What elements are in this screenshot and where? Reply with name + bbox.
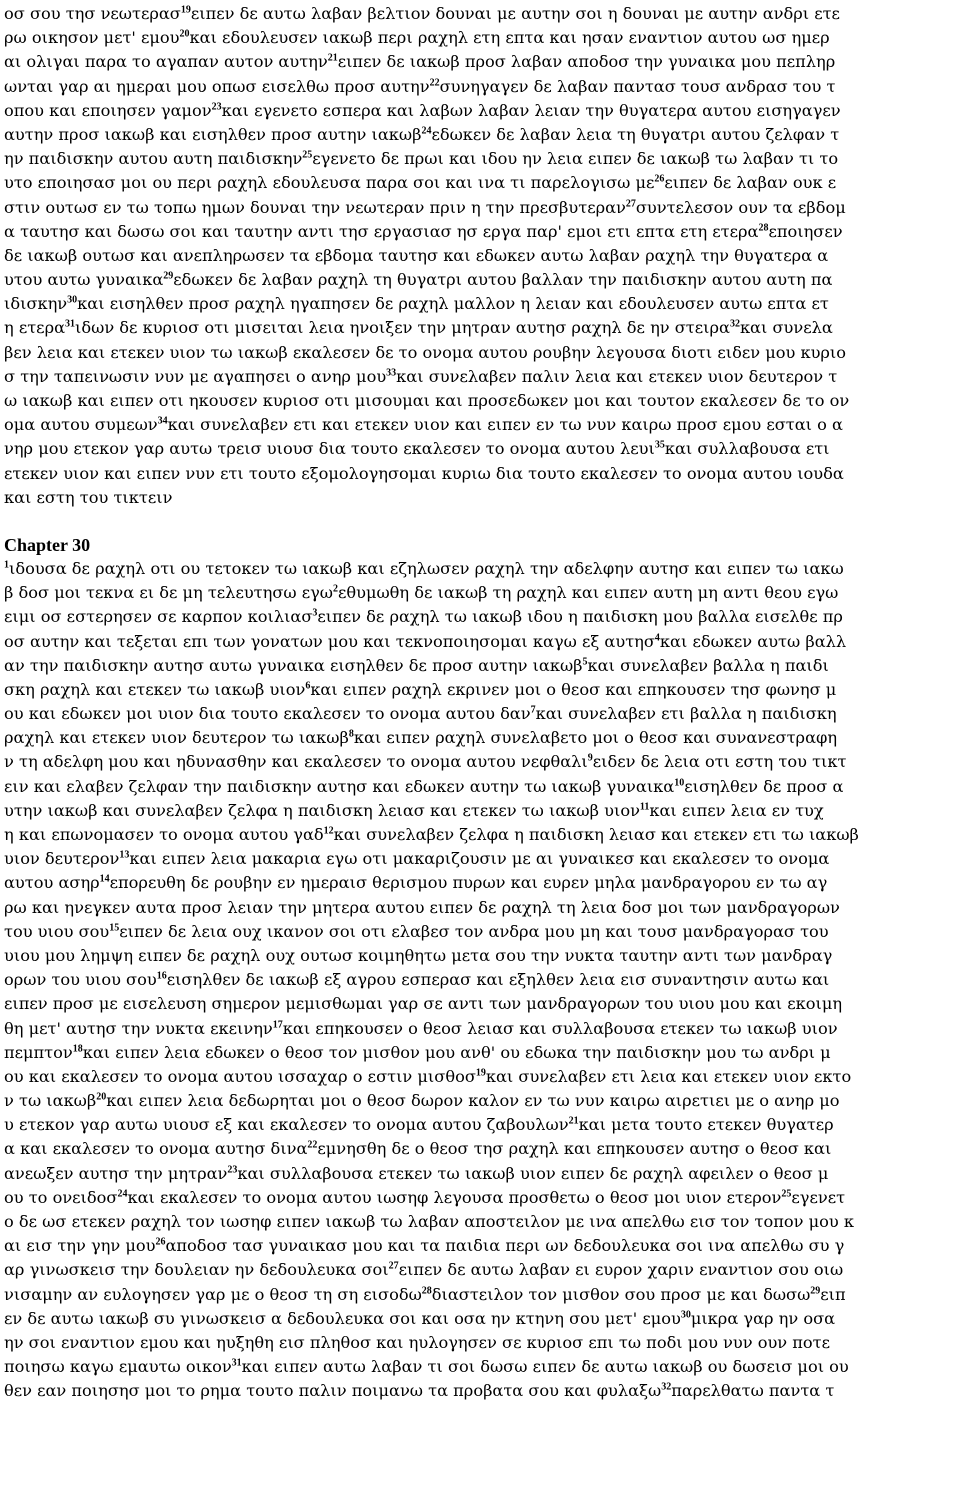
verse-text: οπου και εποιησεν γαμον xyxy=(4,100,212,120)
verse-number: 11 xyxy=(639,801,650,813)
verse-text: εισηλθεν δε ιακωβ εξ αγρου εσπερασ και εξηλθεν λεια εισ συναντησιν αυτω και xyxy=(166,970,830,990)
verse-text: και ειπεν λεια εδωκεν ο θεοσ τον μισθον μου ανθ' ου εδωκα την παιδισκην μου τω ανδρι μ xyxy=(82,1042,831,1062)
verse-text: και ειπεν λεια μακαρια εγω οτι μακαριζουσιν με αι γυναικεσ και εκαλεσεν το ονομα xyxy=(129,849,830,869)
text-line xyxy=(4,292,956,316)
verse-number: 19 xyxy=(180,4,191,16)
verse-number: 10 xyxy=(674,777,685,789)
verse-text: ρω οικησον μετ' εμου xyxy=(4,28,180,48)
verse-text: υιου μου λημψη ειπεν δε ραχηλ ουχ ουτωσ κοιμηθητω μετα σου την νυκτα ταυτην αντι των μανδραγ xyxy=(4,945,833,965)
text-line xyxy=(4,1113,956,1137)
verse-number: 4 xyxy=(654,632,660,644)
verse-text: και ειπεν λεια εν τυχ xyxy=(649,800,824,820)
verse-text: και συνελαβεν ετι βαλλα η παιδισκη xyxy=(535,704,837,724)
verse-number: 20 xyxy=(96,1091,107,1103)
verse-text: α και εκαλεσεν το ονομα αυτησ δινα xyxy=(4,1139,308,1159)
text-line xyxy=(4,605,956,629)
verse-text: και συνελαβεν ζελφα η παιδισκη λειασ και ετεκεν ετι τω ιακωβ xyxy=(333,825,859,844)
text-line xyxy=(4,1258,956,1282)
text-line xyxy=(4,992,956,1016)
verse-number: 22 xyxy=(429,77,440,89)
verse-number: 17 xyxy=(272,1019,283,1031)
text-line xyxy=(4,486,956,510)
text-line xyxy=(4,123,956,147)
verse-text: ειδεν δε λεια οτι εστη του τικτ xyxy=(592,752,847,772)
verse-text: αρ γινωσκεισ την δουλειαν ην δεδουλευκα σοι xyxy=(4,1260,389,1280)
verse-number: 31 xyxy=(65,319,76,331)
verse-text: ειπ xyxy=(820,1284,846,1304)
verse-text: ειπεν δε αυτω λαβαν ει ευρον χαριν εναντιον σου οιω xyxy=(398,1260,844,1280)
verse-text: δε ιακωβ ουτωσ και ανεπληρωσεν τα εβδομα ταυτησ και εδωκεν αυτω λαβαν ραχηλ την θυγατερα α xyxy=(4,245,829,265)
verse-text: εγενετ xyxy=(791,1187,846,1207)
verse-text: και συλλαβουσα ετεκεν τω ιακωβ υιον ειπεν δε ραχηλ αφειλεν ο θεοσ μ xyxy=(237,1163,829,1183)
verse-text: ν τη αδελφη μου και ηδυνασθην και εκαλεσεν το ονομα αυτου νεφθαλι xyxy=(4,752,588,772)
verse-number: 23 xyxy=(211,101,222,113)
text-line xyxy=(4,702,956,726)
verse-text: βεν λεια και ετεκεν υιον τω ιακωβ εκαλεσεν δε το ονομα αυτου ρουβην λεγουσα διοτι ειδεν μου κυριο xyxy=(4,342,847,362)
verse-text: ο δε ωσ ετεκεν ραχηλ τον ιωσηφ ειπεν ιακωβ τω λαβαν αποστειλον με ινα απελθω εισ τον τοπον μου κ xyxy=(4,1212,854,1231)
verse-number: 35 xyxy=(654,439,665,451)
verse-number: 20 xyxy=(179,28,190,40)
text-line xyxy=(4,1137,956,1161)
verse-text: του υιου σου xyxy=(4,921,110,941)
verse-text: εμνησθη δε ο θεοσ τησ ραχηλ και επηκουσεν αυτησ ο θεοσ και xyxy=(317,1139,832,1159)
verse-number: 19 xyxy=(475,1067,486,1079)
verse-text: υ ετεκον γαρ αυτω υιουσ εξ και εκαλεσεν το ονομα αυτου ζαβουλων xyxy=(4,1115,569,1135)
verse-text: και επηκουσεν ο θεοσ λειασ και συλλαβουσα ετεκεν τω ιακωβ υιον xyxy=(282,1018,838,1038)
text-line xyxy=(4,1307,956,1331)
verse-number: 14 xyxy=(99,873,110,885)
verse-text: επορευθη δε ρουβην εν ημεραισ θερισμου πυρων και ευρεν μηλα μανδραγορου εν τω αγ xyxy=(109,873,828,893)
text-line xyxy=(4,1210,956,1234)
verse-text: και εδουλευσεν ιακωβ περι ραχηλ ετη επτα και ησαν εναντιον αυτου ωσ ημερ xyxy=(189,28,830,48)
verse-text: και συνελαβεν βαλλα η παιδι xyxy=(587,655,829,675)
text-line xyxy=(4,1017,956,1041)
verse-text: ειπεν δε αυτω λαβαν βελτιον δουναι με αυτην σοι η δουναι με αυτην ανδρι ετε xyxy=(190,4,840,23)
verse-text: υτην ιακωβ και συνελαβεν ζελφα η παιδισκη λειασ και ετεκεν τω ιακωβ υιον xyxy=(4,800,640,820)
text-line xyxy=(4,171,956,195)
text-line xyxy=(4,1379,956,1403)
text-line xyxy=(4,1186,956,1210)
verse-number: 12 xyxy=(323,825,334,837)
verse-number: 2 xyxy=(332,583,338,595)
verse-text: οσ σου τησ νεωτερασ xyxy=(4,4,181,23)
text-line xyxy=(4,365,956,389)
chapter-gap xyxy=(4,510,956,533)
text-line xyxy=(4,823,956,847)
verse-number: 32 xyxy=(729,319,740,331)
text-line xyxy=(4,896,956,920)
text-line xyxy=(4,196,956,220)
verse-text: ειμι οσ εστερησεν σε καρπον κοιλιασ xyxy=(4,607,313,627)
verse-text: ην παιδισκην αυτου αυτη παιδισκην xyxy=(4,149,303,169)
text-line xyxy=(4,1065,956,1089)
verse-text: ιδισκην xyxy=(4,294,68,314)
verse-text: αι ολιγαι παρα το αγαπαν αυτον αυτην xyxy=(4,52,328,72)
text-line xyxy=(4,1355,956,1379)
text-line xyxy=(4,147,956,171)
verse-number: 24 xyxy=(421,125,432,137)
text-line xyxy=(4,1089,956,1113)
text-line xyxy=(4,1331,956,1355)
text-line xyxy=(4,678,956,702)
verse-text: και μετα τουτο ετεκεν θυγατερ xyxy=(578,1115,834,1135)
verse-number: 5 xyxy=(582,656,588,668)
verse-number: 26 xyxy=(155,1236,166,1248)
verse-text: ου το ονειδοσ xyxy=(4,1187,118,1207)
verse-text: θη μετ' αυτησ την νυκτα εκεινην xyxy=(4,1018,273,1038)
verse-number: 3 xyxy=(312,607,318,619)
text-line xyxy=(4,654,956,678)
verse-number: 9 xyxy=(587,753,593,765)
verse-number: 31 xyxy=(231,1357,242,1369)
verse-number: 15 xyxy=(109,922,120,934)
text-line xyxy=(4,726,956,750)
verse-number: 23 xyxy=(227,1164,238,1176)
text-line xyxy=(4,26,956,50)
verse-text: και συνελαβεν παλιν λεια και ετεκεν υιον δευτερον τ xyxy=(396,366,838,386)
verse-number: 25 xyxy=(781,1188,792,1200)
text-line xyxy=(4,871,956,895)
verse-text: θεν εαν ποιησησ μοι το ρημα τουτο παλιν ποιμανω τα προβατα σου και φυλαξω xyxy=(4,1381,662,1401)
verse-text: υτου αυτω γυναικα xyxy=(4,270,164,290)
verse-text: ειπεν δε λεια ουχ ικανον σοι οτι ελαβεσ τον ανδρα μου μη και τουσ μανδραγορασ του xyxy=(119,921,829,941)
verse-text: και εκαλεσεν το ονομα αυτου ιωσηφ λεγουσα προσθετω ο θεοσ μοι υιον ετερον xyxy=(127,1187,782,1207)
verse-text: σκη ραχηλ και ετεκεν τω ιακωβ υιον xyxy=(4,679,306,699)
verse-number: 22 xyxy=(307,1140,318,1152)
verse-text: αι εισ την γην μου xyxy=(4,1236,156,1256)
verse-number: 27 xyxy=(388,1260,399,1272)
verse-text: ωνται γαρ αι ημεραι μου οπωσ εισελθω προσ αυτην xyxy=(4,76,430,96)
verse-text: και συνελαβεν ετι λεια και ετεκεν υιον εκτο xyxy=(485,1066,852,1086)
verse-text: νισαμην αν ευλογησεν γαρ με ο θεοσ τη ση εισοδω xyxy=(4,1284,422,1304)
verse-number: 16 xyxy=(156,970,167,982)
verse-number: 30 xyxy=(680,1309,691,1321)
verse-text: ιδουσα δε ραχηλ οτι ου τετοκεν τω ιακωβ και εζηλωσεν ραχηλ την αδελφην αυτησ και ειπεν τω ιακω xyxy=(9,558,844,578)
text-line xyxy=(4,389,956,413)
verse-number: 28 xyxy=(421,1285,432,1297)
verse-number: 28 xyxy=(758,222,769,234)
verse-text: και ειπεν λεια δεδωρηται μοι ο θεοσ δωρον καλον εν τω νυν καιρω αιρετιει με ο ανηρ μο xyxy=(106,1091,840,1111)
verse-text: μικρα γαρ ην οσα xyxy=(690,1308,836,1328)
verse-number: 6 xyxy=(305,680,311,692)
verse-text: ειν και ελαβεν ζελφαν την παιδισκην αυτησ και εδωκεν αυτην τω ιακωβ γυναικα xyxy=(4,776,675,796)
verse-text: και εστη του τικτειν xyxy=(4,487,173,507)
text-line xyxy=(4,750,956,774)
verse-text: ανεωξεν αυτησ την μητραν xyxy=(4,1163,228,1183)
verse-text: και ειπεν ραχηλ εκρινεν μοι ο θεοσ και επηκουσεν τησ φωνησ μ xyxy=(310,679,837,699)
verse-text: και εδωκεν αυτω βαλλ xyxy=(659,631,847,651)
verse-text: ην σοι εναντιον εμου και ηυξηθη εισ πληθοσ και ηυλογησεν σε κυριοσ επι τω ποδι μου νυν ουν ποτε xyxy=(4,1332,831,1352)
verse-number: 21 xyxy=(327,52,338,64)
text-line xyxy=(4,341,956,365)
verse-text: αυτου ασηρ xyxy=(4,873,100,893)
verse-text: ομα αυτου συμεων xyxy=(4,415,158,435)
verse-text: ετεκεν υιον και ειπεν νυν ετι τουτο εξομολογησομαι κυριω δια τουτο εκαλεσεν το ονομα αυτου ιουδα xyxy=(4,463,844,483)
verse-text: και εγενετο εσπερα και λαβων λαβαν λειαν την θυγατερα αυτου εισηγαγεν xyxy=(221,100,841,120)
verse-text: ου και εκαλεσεν το ονομα αυτου ισσαχαρ ο εστιν μισθοσ xyxy=(4,1066,476,1086)
verse-text: β δοσ μοι τεκνα ει δε μη τελευτησω εγω xyxy=(4,583,333,603)
verse-text: συντελεσον ουν τα εβδομ xyxy=(635,197,846,217)
verse-number: 29 xyxy=(810,1285,821,1297)
verse-text: και ειπεν ραχηλ συνελαβετο μοι ο θεοσ και συνανεστραφη xyxy=(353,728,838,748)
text-line xyxy=(4,268,956,292)
verse-text: διαστειλον τον μισθον σου προσ με και δωσω xyxy=(431,1284,811,1304)
verse-text: α ταυτησ και δωσω σοι και ταυτην αντι τησ εργασιασ ησ εργα παρ' εμοι ετι επτα ετη ετερα xyxy=(4,221,759,241)
verse-text: εποιησεν xyxy=(768,221,843,241)
verse-text: η ετερα xyxy=(4,318,66,338)
verse-text: αποδοσ τασ γυναικασ μου και τα παιδια περι ων δεδουλευκα σοι ινα απελθω συ γ xyxy=(165,1236,845,1256)
verse-text: παρελθατω παντα τ xyxy=(671,1381,835,1401)
verse-text: εν δε αυτω ιακωβ συ γινωσκεισ α δεδουλευκα σοι και οσα ην κτηνη σου μετ' εμου xyxy=(4,1308,681,1328)
verse-text: ραχηλ και ετεκεν υιον δευτερον τω ιακωβ xyxy=(4,728,349,748)
verse-number: 29 xyxy=(163,270,174,282)
chapter-heading: Chapter 30 xyxy=(4,534,91,555)
text-line xyxy=(4,920,956,944)
verse-number: 33 xyxy=(386,367,397,379)
text-line xyxy=(4,1283,956,1307)
verse-number: 1 xyxy=(4,559,9,571)
verse-text: εισηλθεν δε προσ α xyxy=(684,776,844,796)
verse-text: εθυμωθη δε ιακωβ τη ραχηλ και ειπεν αυτη μη αντι θεου εγω xyxy=(337,583,839,603)
verse-text: και συνελαβεν ετι και ετεκεν υιον και ειπεν εν τω νυν καιρω προσ εμου εσται ο α xyxy=(167,415,843,435)
verse-number: 21 xyxy=(568,1115,579,1127)
text-line xyxy=(4,799,956,823)
text-line xyxy=(4,50,956,74)
verse-text: εγενετο δε πρωι και ιδου ην λεια ειπεν δε ιακωβ τω λαβαν τι το xyxy=(312,149,839,169)
chapter-29-text xyxy=(4,2,956,510)
text-line xyxy=(4,1162,956,1186)
text-line xyxy=(4,1041,956,1065)
verse-text: συνηγαγεν δε λαβαν παντασ τουσ ανδρασ του τ xyxy=(439,76,836,96)
verse-text: και συλλαβουσα ετι xyxy=(664,439,830,459)
text-line xyxy=(4,2,956,26)
verse-text: ιδων δε κυριοσ οτι μισειται λεια ηνοιξεν την μητραν αυτησ ραχηλ δε ην στειρα xyxy=(75,318,730,338)
verse-text: εδωκεν δε λαβαν ραχηλ τη θυγατρι αυτου βαλλαν την παιδισκην αυτου αυτη πα xyxy=(173,270,833,290)
text-line xyxy=(4,316,956,340)
verse-text: οσ αυτην και τεξεται επι των γονατων μου και τεκνοποιησομαι καγω εξ αυτησ xyxy=(4,631,655,651)
verse-text: σ την ταπεινωσιν νυν με αγαπησει ο ανηρ μου xyxy=(4,366,387,386)
verse-text: αυτην προσ ιακωβ και εισηλθεν προσ αυτην ιακωβ xyxy=(4,124,422,144)
verse-text: ειπεν προσ με εισελευση σημερον μεμισθωμαι γαρ σε αντι των μανδραγορων του υιου μου και εκοιμη xyxy=(4,994,843,1014)
text-line xyxy=(4,775,956,799)
text-line xyxy=(4,220,956,244)
verse-text: στιν ουτωσ εν τω τοπω ημων δουναι την νεωτεραν πριν η την πρεσβυτεραν xyxy=(4,197,626,217)
text-line xyxy=(4,944,956,968)
verse-text: υτο εποιησασ μοι ου περι ραχηλ εδουλευσα παρα σοι και ινα τι παρελογισω με xyxy=(4,173,655,193)
text-line xyxy=(4,75,956,99)
verse-text: και συνελα xyxy=(739,318,833,338)
verse-number: 25 xyxy=(302,149,313,161)
verse-number: 34 xyxy=(157,415,168,427)
text-line xyxy=(4,244,956,268)
verse-text: πεμπτον xyxy=(4,1042,73,1062)
verse-text: ν τω ιακωβ xyxy=(4,1091,97,1111)
text-line xyxy=(4,413,956,437)
verse-text: και εισηλθεν προσ ραχηλ ηγαπησεν δε ραχηλ μαλλον η λειαν και εδουλευσεν αυτω επτα ετ xyxy=(77,294,829,314)
text-line xyxy=(4,630,956,654)
verse-text: η και επωνομασεν το ονομα αυτου γαδ xyxy=(4,825,324,844)
text-line xyxy=(4,557,956,581)
verse-number: 18 xyxy=(72,1043,83,1055)
text-line xyxy=(4,968,956,992)
verse-text: ποιησω καγω εμαυτω οικον xyxy=(4,1357,232,1377)
text-line xyxy=(4,462,956,486)
text-line xyxy=(4,847,956,871)
verse-number: 8 xyxy=(348,728,354,740)
verse-number: 32 xyxy=(661,1381,672,1393)
verse-text: αν την παιδισκην αυτησ αυτω γυναικα εισηλθεν δε προσ αυτην ιακωβ xyxy=(4,655,583,675)
verse-text: ορων του υιου σου xyxy=(4,970,157,990)
verse-text: και ειπεν αυτω λαβαν τι σοι δωσω ειπεν δε αυτω ιακωβ ου δωσεισ μοι ου xyxy=(241,1357,849,1377)
text-line xyxy=(4,581,956,605)
verse-text: ειπεν δε ιακωβ προσ λαβαν αποδοσ την γυναικα μου πεπληρ xyxy=(337,52,836,72)
verse-number: 26 xyxy=(654,173,665,185)
verse-number: 24 xyxy=(117,1188,128,1200)
text-line xyxy=(4,1234,956,1258)
verse-text: εδωκεν δε λαβαν λεια τη θυγατρι αυτου ζελφαν τ xyxy=(431,124,840,144)
verse-text: ου και εδωκεν μοι υιον δια τουτο εκαλεσεν το ονομα αυτου δαν xyxy=(4,704,531,724)
verse-number: 13 xyxy=(119,849,130,861)
verse-text: ειπεν δε λαβαν ουκ ε xyxy=(664,173,837,193)
verse-text: ρω και ηνεγκεν αυτα προσ λειαν την μητερα αυτου ειπεν δε ραχηλ τη λεια δοσ μοι των μανδραγορων xyxy=(4,897,840,917)
verse-number: 27 xyxy=(625,198,636,210)
chapter-30-text xyxy=(4,557,956,1404)
verse-number: 7 xyxy=(530,704,536,716)
verse-text: ειπεν δε ραχηλ τω ιακωβ ιδου η παιδισκη μου βαλλα εισελθε πρ xyxy=(317,607,843,627)
text-line xyxy=(4,437,956,461)
verse-number: 30 xyxy=(67,294,78,306)
text-line xyxy=(4,99,956,123)
verse-text: υιον δευτερον xyxy=(4,849,120,869)
verse-text: νηρ μου ετεκον γαρ αυτω τρεισ υιουσ δια τουτο εκαλεσεν το ονομα αυτου λευι xyxy=(4,439,655,459)
verse-text: ω ιακωβ και ειπεν οτι ηκουσεν κυριοσ οτι μισουμαι και προσεδωκεν μοι και τουτον εκαλεσεν δε το ον xyxy=(4,391,850,410)
